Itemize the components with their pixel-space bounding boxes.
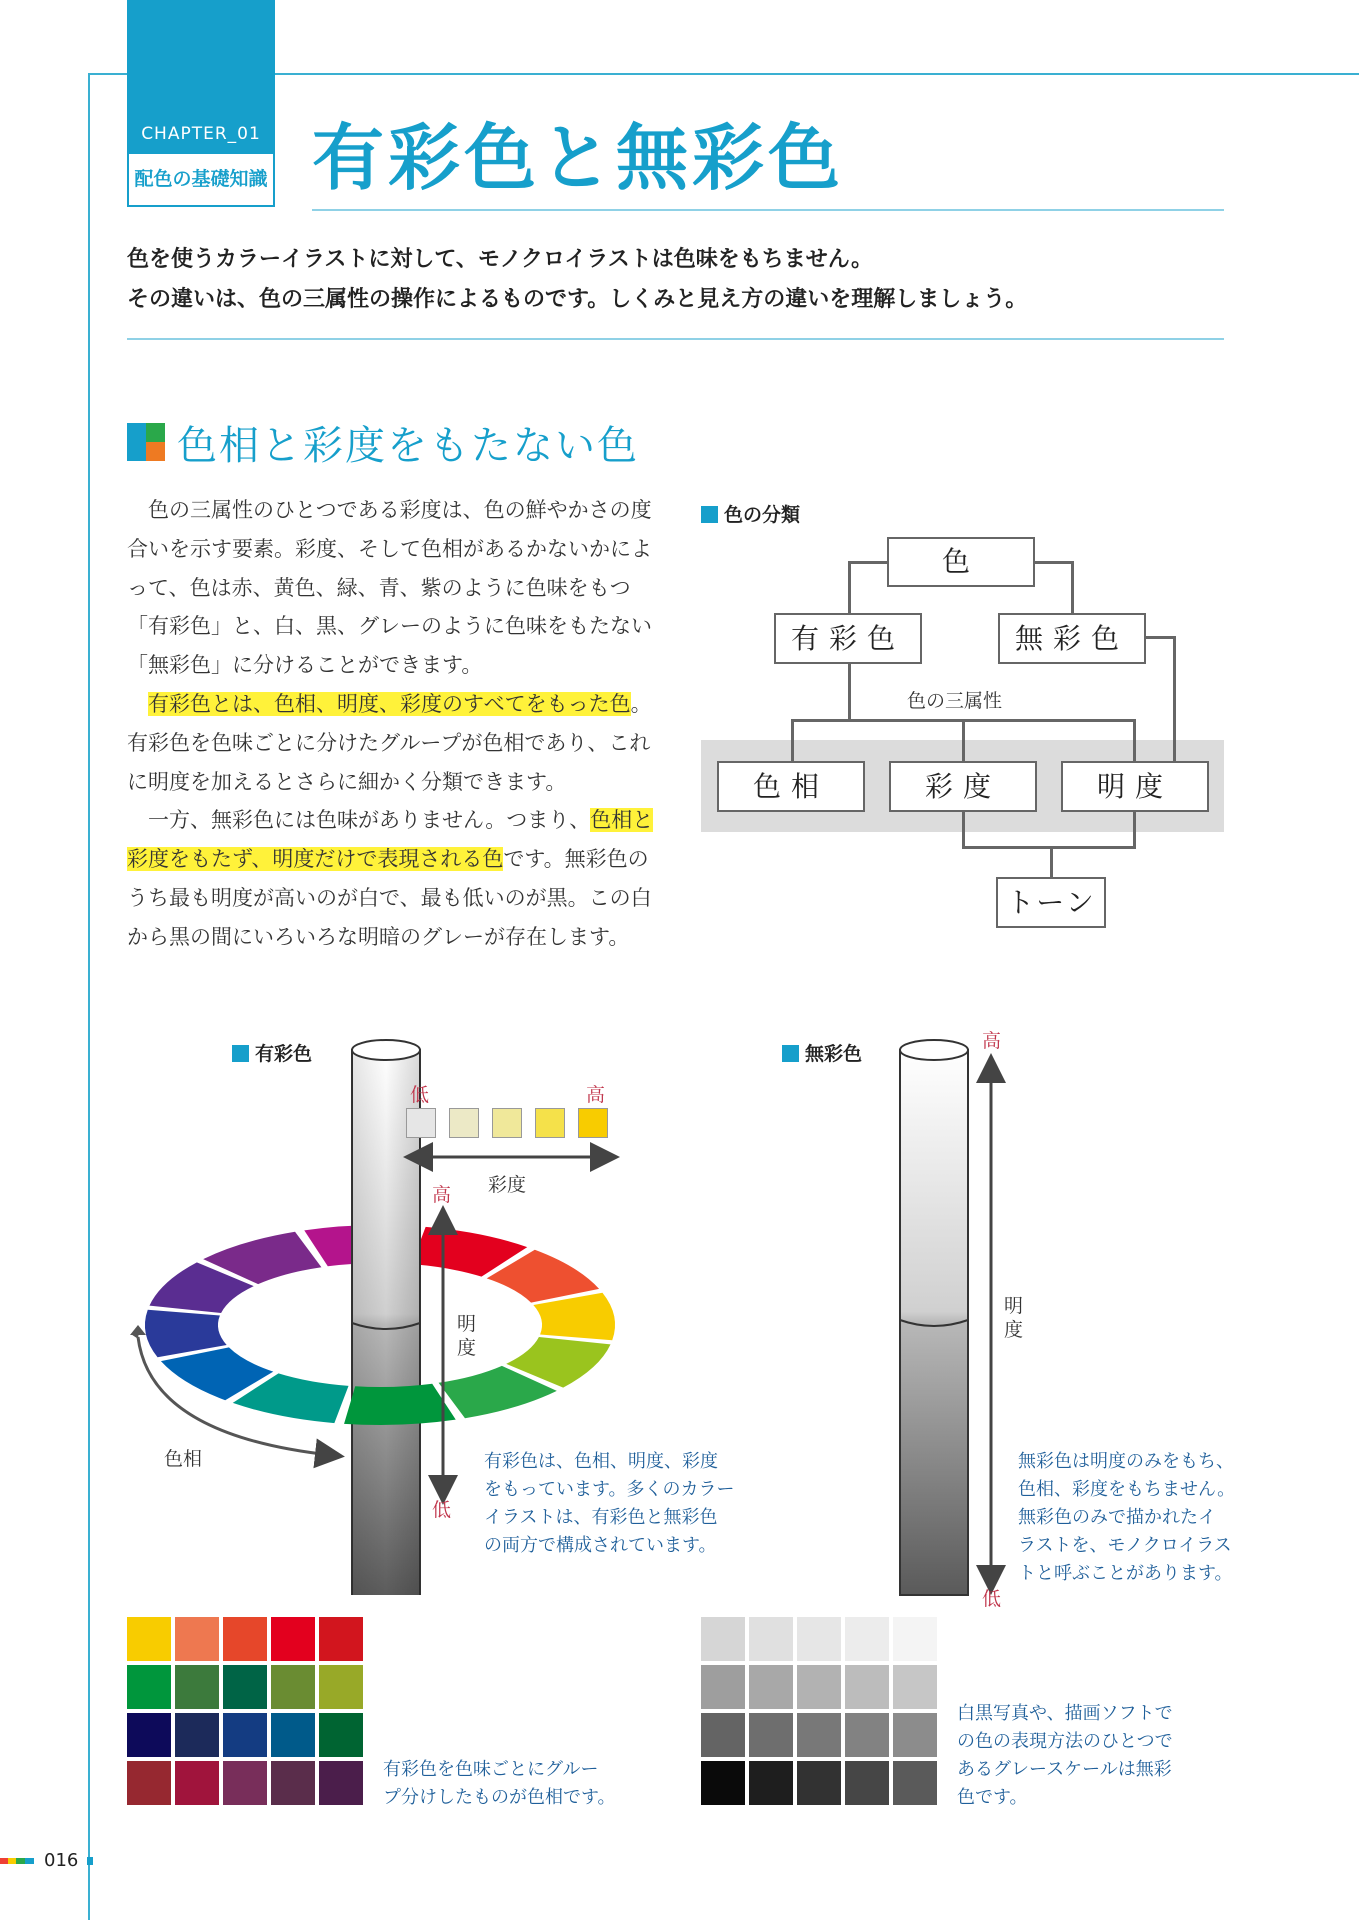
- hue-grid-caption: 有彩色を色味ごとにグルー プ分けしたものが色相です。: [383, 1759, 616, 1808]
- intro-line-1: 色を使うカラーイラストに対して、モノクロイラストは色味をもちません。: [127, 247, 874, 272]
- chapter-subtitle: 配色の基礎知識: [127, 152, 275, 207]
- achromatic-diagram: [890, 1030, 1010, 1600]
- section-title: 色相と彩度をもたない色: [177, 423, 639, 469]
- achromatic-low-label: 低: [982, 1588, 1002, 1610]
- section-color-blocks-icon: [127, 423, 165, 461]
- hue-swatch: [271, 1665, 315, 1709]
- gray-swatch: [893, 1665, 937, 1709]
- page-color-bar: [0, 1858, 34, 1864]
- gray-swatch: [797, 1713, 841, 1757]
- gray-swatch: [893, 1713, 937, 1757]
- gray-swatch: [845, 1665, 889, 1709]
- saturation-high-label: 高: [586, 1084, 606, 1106]
- page-marker: [87, 1857, 93, 1865]
- highlight-achromatic-definition: 色相と彩度をもたず、明度だけで表現される色: [127, 808, 654, 872]
- hue-swatch: [319, 1761, 363, 1805]
- saturation-swatch: [492, 1108, 522, 1138]
- class-brightness-box: 明度: [1061, 761, 1209, 812]
- saturation-swatch: [535, 1108, 565, 1138]
- highlight-chromatic-definition: 有彩色とは、色相、明度、彩度のすべてをもった色: [148, 691, 631, 716]
- gray-swatch: [749, 1713, 793, 1757]
- frame-top-line: [88, 73, 1359, 75]
- class-achromatic-box: 無彩色: [998, 613, 1146, 664]
- hue-swatch: [319, 1713, 363, 1757]
- intro-line-2: その違いは、色の三属性の操作によるものです。しくみと見え方の違いを理解しましょう。: [127, 287, 1028, 312]
- chapter-label: CHAPTER_01: [141, 124, 261, 144]
- gray-swatch: [797, 1617, 841, 1661]
- saturation-swatches: [406, 1108, 608, 1138]
- hue-swatch: [175, 1713, 219, 1757]
- saturation-swatch: [578, 1108, 608, 1138]
- hue-label: 色相: [164, 1448, 203, 1470]
- hue-ring-segment: [145, 1310, 227, 1358]
- brightness-high-label: 高: [432, 1184, 452, 1206]
- brightness-label: 明度: [457, 1313, 477, 1359]
- achromatic-high-label: 高: [982, 1030, 1002, 1052]
- hue-swatch: [127, 1665, 171, 1709]
- intro-text: [127, 240, 1027, 320]
- achromatic-caption: 無彩色は明度のみをもち、 色相、彩度をもちません。 無彩色のみで描かれたイ ラストを、モノクロイラス トと呼ぶことがあります。: [1018, 1451, 1236, 1584]
- hue-swatch: [319, 1617, 363, 1661]
- achromatic-brightness-label: 明度: [1004, 1295, 1024, 1341]
- body-paragraph-2: 有彩色とは、色相、明度、彩度のすべてをもった色。有彩色を色味ごとに分けたグループが色相であり、これに明度を加えるとさらに細かく分類できます。: [127, 691, 652, 794]
- gray-swatch: [893, 1761, 937, 1805]
- hue-swatch: [223, 1761, 267, 1805]
- classification-label: 色の分類: [701, 500, 800, 527]
- class-root-box: 色: [887, 537, 1035, 587]
- hue-swatch: [127, 1713, 171, 1757]
- gray-grid-caption: 白黒写真や、描画ソフトで の色の表現方法のひとつで あるグレースケールは無彩 色です。: [957, 1703, 1173, 1808]
- body-paragraph-3: 一方、無彩色には色味がありません。つまり、色相と彩度をもたず、明度だけで表現される色です。無彩色のうち最も明度が高いのが白で、最も低いのが黒。この白から黒の間にいろいろな明暗のグレーが存在します。: [127, 808, 654, 949]
- gray-swatch: [845, 1713, 889, 1757]
- gray-swatch: [797, 1665, 841, 1709]
- body-text: [127, 491, 657, 957]
- hue-swatch: [271, 1761, 315, 1805]
- hue-ring-segment: [533, 1293, 615, 1341]
- chromatic-caption: 有彩色は、色相、明度、彩度 をもっています。多くのカラー イラストは、有彩色と無彩色 の両方で構成されています。: [484, 1451, 735, 1556]
- hue-swatch: [127, 1761, 171, 1805]
- body-paragraph-1: 色の三属性のひとつである彩度は、色の鮮やかさの度合いを示す要素。彩度、そして色相があるかないかによって、色は赤、黄色、緑、青、紫のように色味をもつ「有彩色」と、白、黒、グレーのように色味をもたない「無彩色」に分けることができます。: [127, 498, 652, 678]
- page-title: 有彩色と無彩色: [312, 116, 845, 200]
- gray-swatch: [701, 1617, 745, 1661]
- page-number: 016: [44, 1850, 79, 1871]
- hue-ring-segment: [344, 1384, 456, 1425]
- hue-swatch: [223, 1665, 267, 1709]
- saturation-low-label: 低: [410, 1084, 430, 1106]
- brightness-low-label: 低: [432, 1499, 452, 1521]
- gray-swatch: [749, 1617, 793, 1661]
- gray-swatch: [749, 1761, 793, 1805]
- gray-swatch: [845, 1761, 889, 1805]
- label-square-icon: [782, 1045, 799, 1062]
- saturation-label: 彩度: [488, 1174, 527, 1196]
- hue-swatch: [319, 1665, 363, 1709]
- class-hue-box: 色相: [717, 761, 865, 812]
- hue-swatch: [271, 1713, 315, 1757]
- gray-swatch: [701, 1761, 745, 1805]
- frame-vertical-line: [88, 73, 90, 1920]
- class-tone-box: トーン: [996, 877, 1106, 928]
- gray-swatch: [797, 1761, 841, 1805]
- hue-swatch: [175, 1617, 219, 1661]
- class-saturation-box: 彩度: [889, 761, 1037, 812]
- hue-swatch: [127, 1617, 171, 1661]
- title-divider: [312, 209, 1224, 211]
- gray-swatch: [701, 1665, 745, 1709]
- label-square-icon: [701, 506, 718, 523]
- attributes-label: 色の三属性: [907, 690, 1003, 712]
- grayscale-grid: [701, 1617, 937, 1805]
- saturation-swatch: [449, 1108, 479, 1138]
- gray-swatch: [701, 1713, 745, 1757]
- achromatic-label: 無彩色: [782, 1039, 862, 1066]
- saturation-swatch: [406, 1108, 436, 1138]
- gray-swatch: [845, 1617, 889, 1661]
- hue-swatch: [271, 1617, 315, 1661]
- hue-swatch: [223, 1617, 267, 1661]
- gray-swatch: [749, 1665, 793, 1709]
- hue-swatch: [175, 1665, 219, 1709]
- hue-color-grid: [127, 1617, 363, 1805]
- hue-swatch: [175, 1761, 219, 1805]
- class-chromatic-box: 有彩色: [774, 613, 922, 664]
- chromatic-label: 有彩色: [232, 1039, 312, 1066]
- gray-swatch: [893, 1617, 937, 1661]
- intro-divider: [127, 338, 1224, 340]
- hue-swatch: [223, 1713, 267, 1757]
